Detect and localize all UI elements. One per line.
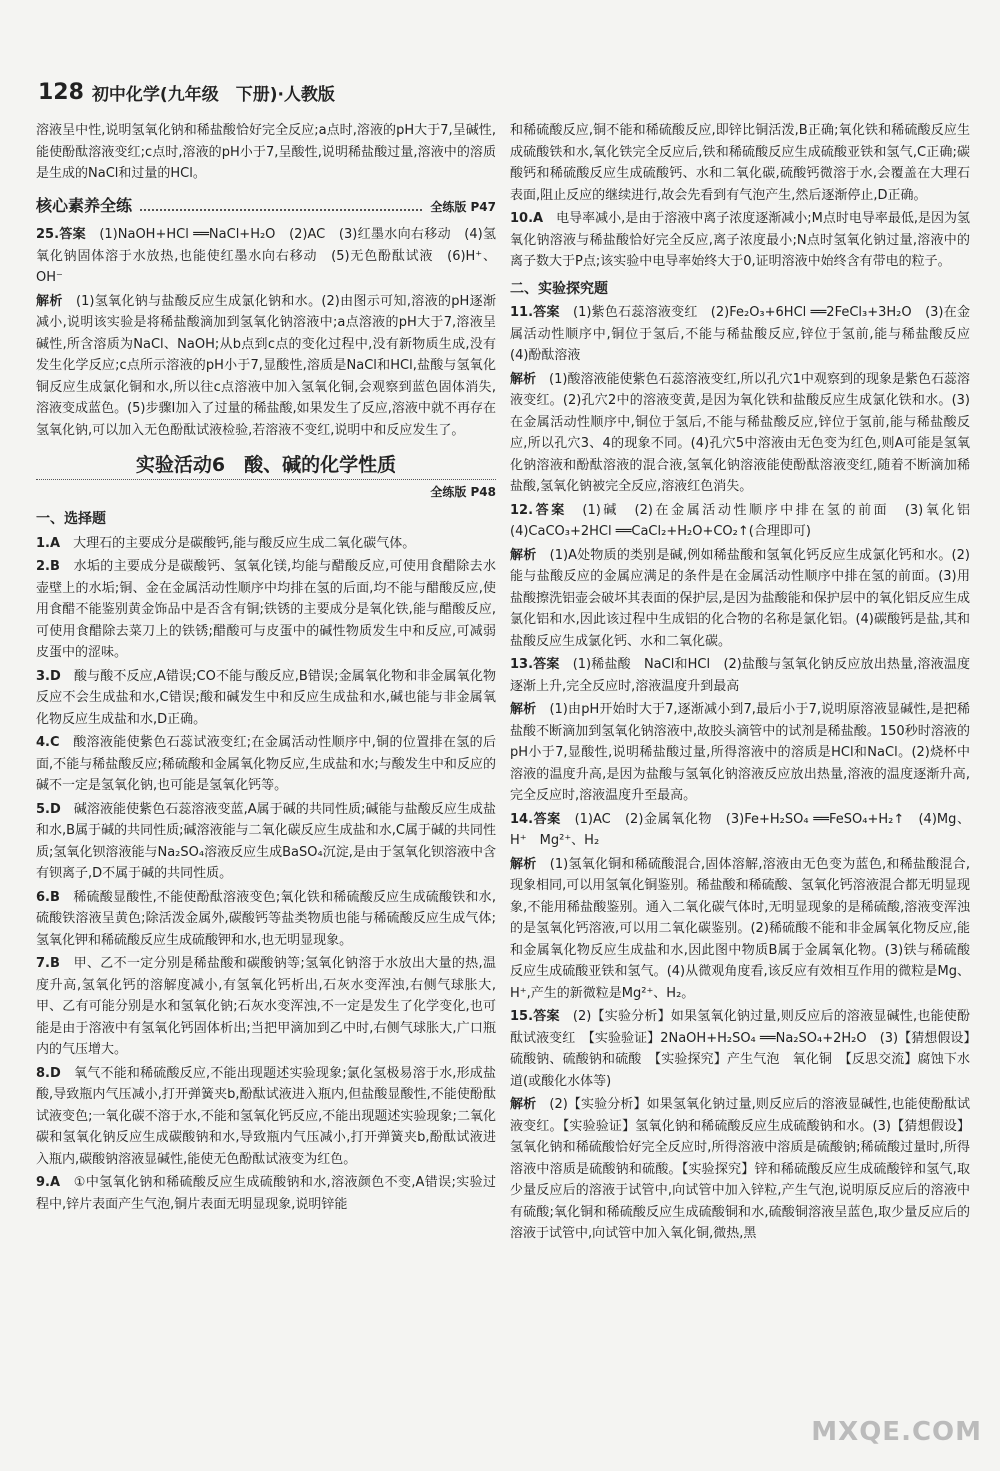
choice-item: [36, 887, 496, 952]
watermark: MXQE.COM: [811, 1417, 982, 1447]
q14-explanation: [510, 854, 970, 1005]
q14-number: 14.答案: [510, 811, 561, 827]
activity-title: 实验活动6 酸、碱的化学性质: [135, 454, 397, 476]
choice-explanation: 水垢的主要成分是碳酸钙、氢氧化镁,均能与醋酸反应,可使用食醋除去水壶壁上的水垢;铜、金在金属活动性顺序中均排在氢的后面,均不能与醋酸反应,使用食醋不能鉴别黄金饰品中是否含有铜;铁锈的主要成分是氧化铁,能与醋酸反应,可使用食醋除去菜刀上的铁锈;醋酸可与皮蛋中的碱性物质发生中和反应,可减弱皮蛋中的涩味。: [36, 559, 496, 660]
choice-explanation: ①中氢氧化钠和稀硫酸反应生成硫酸钠和水,溶液颜色不变,A错误;实验过程中,锌片表面产生气泡,铜片表面无明显现象,说明锌能: [36, 1175, 496, 1212]
choice-answer-number: 3.D: [36, 668, 61, 684]
choice-item: [36, 799, 496, 885]
dotted-divider: [140, 209, 422, 211]
choice-item: [36, 1063, 496, 1171]
page-header: [38, 80, 335, 105]
q11-answer: [510, 302, 984, 367]
right-intro: 和稀硫酸反应,铜不能和稀硫酸反应,即锌比铜活泼,B正确;氧化铁和稀硫酸反应生成硫酸铁和水,氧化铁完全反应后,铁和稀硫酸反应生成硫酸亚铁和氢气,C正确;碳酸钙和稀硫酸反应生成硫酸钙、水和二氧化碳,硫酸钙微溶于水,会覆盖在大理石表面,阻止反应的继续进行,故会先看到有气泡产生,然后逐渐停止,D正确。: [510, 123, 970, 203]
exp-label: 解析: [510, 856, 537, 872]
q25-explanation: [36, 291, 496, 442]
q12-answer-text: (1)碱 (2)在金属活动性顺序中排在氢的前面 (3)氧化铝 (4)CaCO₃+2HCl ══CaCl₂+H₂O+CO₂↑(合理即可): [510, 502, 984, 539]
q25-exp-text: (1)氢氧化钠与盐酸反应生成氯化钠和水。(2)由图示可知,溶液的pH逐渐减小,说明该实验是将稀盐酸滴加到氢氧化钠溶液中;a点溶液的pH大于7,溶液呈碱性,所含溶质为NaCl、NaOH;从b点到c点的变化过程中,没有新物质生成,没有发生化学反应;c点所示溶液的pH小于7,显酸性,溶质是NaCl和HCl,盐酸与氢氧化铜反应生成氯化铜和水,所以往c点溶液中加入氢氧化铜,会观察到蓝色固体消失,溶液变成蓝色。(5)步骤Ⅰ加入了过量的稀盐酸,如果发生了反应,溶液中就不再存在氢氧化钠,可以加入无色酚酞试液检验,若溶液不变红,说明中和反应发生了。: [36, 293, 496, 438]
left-intro: 溶液呈中性,说明氢氧化钠和稀盐酸恰好完全反应;a点时,溶液的pH大于7,呈碱性,能使酚酞溶液变红;c点时,溶液的pH小于7,呈酸性,说明稀盐酸过量,溶液中的溶质是生成的NaCl和过量的HCl。: [36, 123, 496, 181]
section-title: 核心素养全练: [36, 195, 133, 215]
choice-answer-number: 4.C: [36, 735, 60, 750]
q10: [510, 208, 970, 273]
choice-item: [36, 732, 496, 797]
q13-number: 13.答案: [510, 657, 560, 672]
choice-answer-number: 8.D: [36, 1065, 61, 1081]
choice-explanation: 酸与酸不反应,A错误;CO不能与酸反应,B错误;金属氧化物和非金属氧化物反应不会生成盐和水,C错误;酸和碱发生中和反应生成盐和水,碱也能与非金属氧化物反应生成盐和水,D正确。: [36, 668, 496, 727]
right-column: [510, 120, 984, 1247]
exp-label: 解析: [510, 371, 537, 387]
choice-explanation: 酸溶液能使紫色石蕊试液变红;在金属活动性顺序中,铜的位置排在氢的后面,不能与稀盐酸反应;稀硫酸和金属氧化物反应,生成盐和水;与酸发生中和反应的碱不一定是氢氧化钠,也可能是氢氧化钙等。: [36, 735, 496, 793]
section-ref: 全练版 P47: [430, 199, 496, 214]
q11-answer-text: (1)紫色石蕊溶液变红 (2)Fe₂O₃+6HCl ══2FeCl₃+3H₂O (3)在金属活动性顺序中,铜位于氢后,不能与稀盐酸反应,锌位于氢前,能与稀盐酸反应 (4)酚酞溶液: [510, 305, 984, 363]
q14-answer-text: (1)AC (2)金属氧化物 (3)Fe+H₂SO₄ ══FeSO₄+H₂↑ (4)Mg、H⁺ Mg²⁺、H₂: [510, 811, 970, 848]
exp-label: 解析: [36, 293, 63, 309]
q10-text: 电导率减小,是由于溶液中离子浓度逐渐减小;M点时电导率最低,是因为氢氧化钠溶液与稀盐酸恰好完全反应,离子浓度最小;N点时氢氧化钠过量,溶液中的离子数大于P点;该实验中电导率始终大于0,证明溶液中始终含有带电的粒子。: [510, 211, 970, 269]
choice-answer-number: 2.B: [36, 559, 60, 574]
q25-answer: [36, 224, 496, 289]
choice-explanation: 碱溶液能使紫色石蕊溶液变蓝,A属于碱的共同性质;碱能与盐酸反应生成盐和水,B属于碱的共同性质;碱溶液能与二氧化碳反应生成盐和水,C属于碱的共同性质;氢氧化钡溶液能与Na₂SO₄溶液反应生成BaSO₄沉淀,是由于氢氧化钡溶液中含有钡离子,D不属于碱的共同性质。: [36, 801, 496, 881]
choice-explanation: 氧气不能和稀硫酸反应,不能出现题述实验现象;氯化氢极易溶于水,形成盐酸,导致瓶内气压减小,打开弹簧夹b,酚酞试液进入瓶内,但盐酸显酸性,不能使酚酞试液变色;一氧化碳不溶于水,不能和氢氧化钙反应,不能出现题述实验现象;二氧化碳和氢氧化钠反应生成碳酸钠和水,导致瓶内气压减小,打开弹簧夹b,酚酞试液进入瓶内,碳酸钠溶液显碱性,能使无色酚酞试液变为红色。: [36, 1065, 496, 1167]
choice-explanation: 甲、乙不一定分别是稀盐酸和碳酸钠等;氢氧化钠溶于水放出大量的热,温度升高,氢氧化钙的溶解度减小,有氢氧化钙析出,石灰水变浑浊,右侧气球胀大,甲、乙有可能分别是水和氢氧化钠;石灰水变浑浊,不一定是发生了化学变化,也可能是由于溶液中有氢氧化钙固体析出;当把甲滴加到乙中时,右侧气球胀大,广口瓶内的气压增大。: [36, 956, 496, 1057]
q25-answer-text: (1)NaOH+HCl ══NaCl+H₂O (2)AC (3)红墨水向右移动 (4)氢氧化钠固体溶于水放热,也能使红墨水向右移动 (5)无色酚酞试液 (6)H⁺、OH⁻: [36, 227, 496, 285]
q25-number: 25.答案: [36, 227, 87, 242]
q14-exp-text: (1)氢氧化铜和稀硫酸混合,固体溶解,溶液由无色变为蓝色,和稀盐酸混合,现象相同,可以用氢氧化铜鉴别。稀盐酸和稀硫酸、氢氧化钙溶液混合都无明显现象,不能用稀盐酸鉴别。通入二氧化碳气体时,无明显现象的是稀硫酸,溶液变浑浊的是氢氧化钙溶液,可以用二氧化碳鉴别。(2)稀硫酸不能和非金属氧化物反应,能和金属氧化物反应生成盐和水,因此图中物质B属于金属氧化物。(3)铁与稀硫酸反应生成硫酸亚铁和氢气。(4)从微观角度看,该反应有效相互作用的微粒是Mg、H⁺,产生的新微粒是Mg²⁺、H₂。: [510, 856, 970, 1001]
q15-number: 15.答案: [510, 1009, 560, 1024]
choice-explanation: 大理石的主要成分是碳酸钙,能与酸反应生成二氧化碳气体。: [73, 535, 416, 551]
q15-answer: [510, 1006, 970, 1092]
q11-number: 11.答案: [510, 305, 560, 320]
part-heading-experiment: 二、实验探究题: [510, 280, 608, 297]
choice-explanation: 稀硫酸显酸性,不能使酚酞溶液变色;氧化铁和稀硫酸反应生成硫酸铁和水,硫酸铁溶液呈黄色;除活泼金属外,碳酸钙等盐类物质也能与稀硫酸反应生成气体;氢氧化钾和稀硫酸反应生成硫酸钾和水,也无明显现象。: [36, 889, 496, 948]
q13-exp-text: (1)由pH开始时大于7,逐渐减小到7,最后小于7,说明原溶液显碱性,是把稀盐酸不断滴加到氢氧化钠溶液中,故胶头滴管中的试剂是稀盐酸。150秒时溶液的pH小于7,显酸性,说明稀盐酸过量,所得溶液中的溶质是HCl和NaCl。(2)烧杯中溶液的温度升高,是因为盐酸与氢氧化钠溶液反应放出热量,溶液的温度逐渐升高,完全反应时,溶液温度升至最高。: [510, 702, 970, 803]
q15-answer-text: (2)【实验分析】如果氢氧化钠过量,则反应后的溶液显碱性,也能使酚酞试液变红 【实验验证】2NaOH+H₂SO₄ ══Na₂SO₄+2H₂O (3)【猜想假设】硫酸钠、硫酸钠和硫酸 【实验探究】产生气泡 氧化铜 【反思交流】腐蚀下水道(或酸化水体等): [510, 1009, 970, 1089]
exp-label: 解析: [510, 702, 537, 717]
exp-label: 解析: [510, 547, 537, 563]
choice-answer-number: 1.A: [36, 535, 61, 551]
exp-label: 解析: [510, 1097, 537, 1112]
q10-number: 10.A: [510, 211, 544, 226]
choice-answer-number: 5.D: [36, 801, 61, 817]
choice-answer-number: 7.B: [36, 956, 60, 971]
q12-explanation: [510, 545, 970, 653]
choice-answer-number: 6.B: [36, 889, 60, 905]
book-title: 初中化学(九年级 下册)·人教版: [91, 85, 335, 105]
choice-item: [36, 1172, 496, 1215]
q14-answer: [510, 809, 970, 852]
q12-number: 12.答案: [510, 502, 567, 518]
choice-item: [36, 556, 496, 664]
q11-exp-text: (1)酸溶液能使紫色石蕊溶液变红,所以孔穴1中观察到的现象是紫色石蕊溶液变红。(2)孔穴2中的溶液变黄,是因为氧化铁和盐酸反应生成氯化铁和水。(3)在金属活动性顺序中,铜位于氢后,不能与稀盐酸反应,锌位于氢前,能与稀盐酸反应,所以孔穴3、4的现象不同。(4)孔穴5中溶液由无色变为红色,则A可能是氢氧化钠溶液和酚酞溶液的混合液,氢氧化钠溶液能使酚酞溶液变红,随着不断滴加稀盐酸,氢氧化钠被完全反应,溶液红色消失。: [510, 371, 970, 494]
page-number: 128: [38, 80, 84, 105]
q15-exp-text: (2)【实验分析】如果氢氧化钠过量,则反应后的溶液显碱性,也能使酚酞试液变红。【实验验证】氢氧化钠和稀硫酸反应生成硫酸钠和水。(3)【猜想假设】氢氧化钠和稀硫酸恰好完全反应时,所得溶液中溶质是硫酸钠;稀硫酸过量时,所得溶液中溶质是硫酸钠和硫酸。【实验探究】锌和稀硫酸反应生成硫酸锌和氢气,取少量反应后的溶液于试管中,向试管中加入锌粒,产生气泡,说明原反应后的溶液中有硫酸;氧化铜和稀硫酸反应生成硫酸铜和水,硫酸铜溶液呈蓝色,取少量反应后的溶液于试管中,向试管中加入氧化铜,微热,黑: [510, 1097, 970, 1241]
q13-answer: [510, 654, 970, 697]
q11-explanation: [510, 369, 970, 498]
activity-ref: 全练版 P48: [36, 479, 496, 504]
choice-item: [36, 666, 496, 731]
left-column: [36, 120, 496, 1217]
q12-answer: [510, 500, 984, 543]
q15-explanation: [510, 1094, 970, 1245]
choice-item: [36, 953, 496, 1061]
choice-list: [36, 533, 496, 1216]
part-heading-choice: 一、选择题: [36, 511, 106, 527]
choice-item: [36, 533, 496, 555]
choice-answer-number: 9.A: [36, 1175, 61, 1190]
q13-explanation: [510, 699, 970, 807]
q12-exp-text: (1)A处物质的类别是碱,例如稀盐酸和氢氧化钙反应生成氯化钙和水。(2)能与盐酸反应的金属应满足的条件是在金属活动性顺序中排在氢的前面。(3)用盐酸擦洗铝壶会破坏其表面的保护层,是因为盐酸能和保护层中的氧化铝反应生成氯化铝和水,因此该过程中生成铝的化合物的名称是氯化铝。(4)碳酸钙是盐,其和盐酸反应生成氯化钙、水和二氧化碳。: [510, 547, 970, 649]
q13-answer-text: (1)稀盐酸 NaCl和HCl (2)盐酸与氢氧化钠反应放出热量,溶液温度逐渐上升,完全反应时,溶液温度升到最高: [510, 657, 970, 694]
section-heading-core: [36, 195, 496, 219]
